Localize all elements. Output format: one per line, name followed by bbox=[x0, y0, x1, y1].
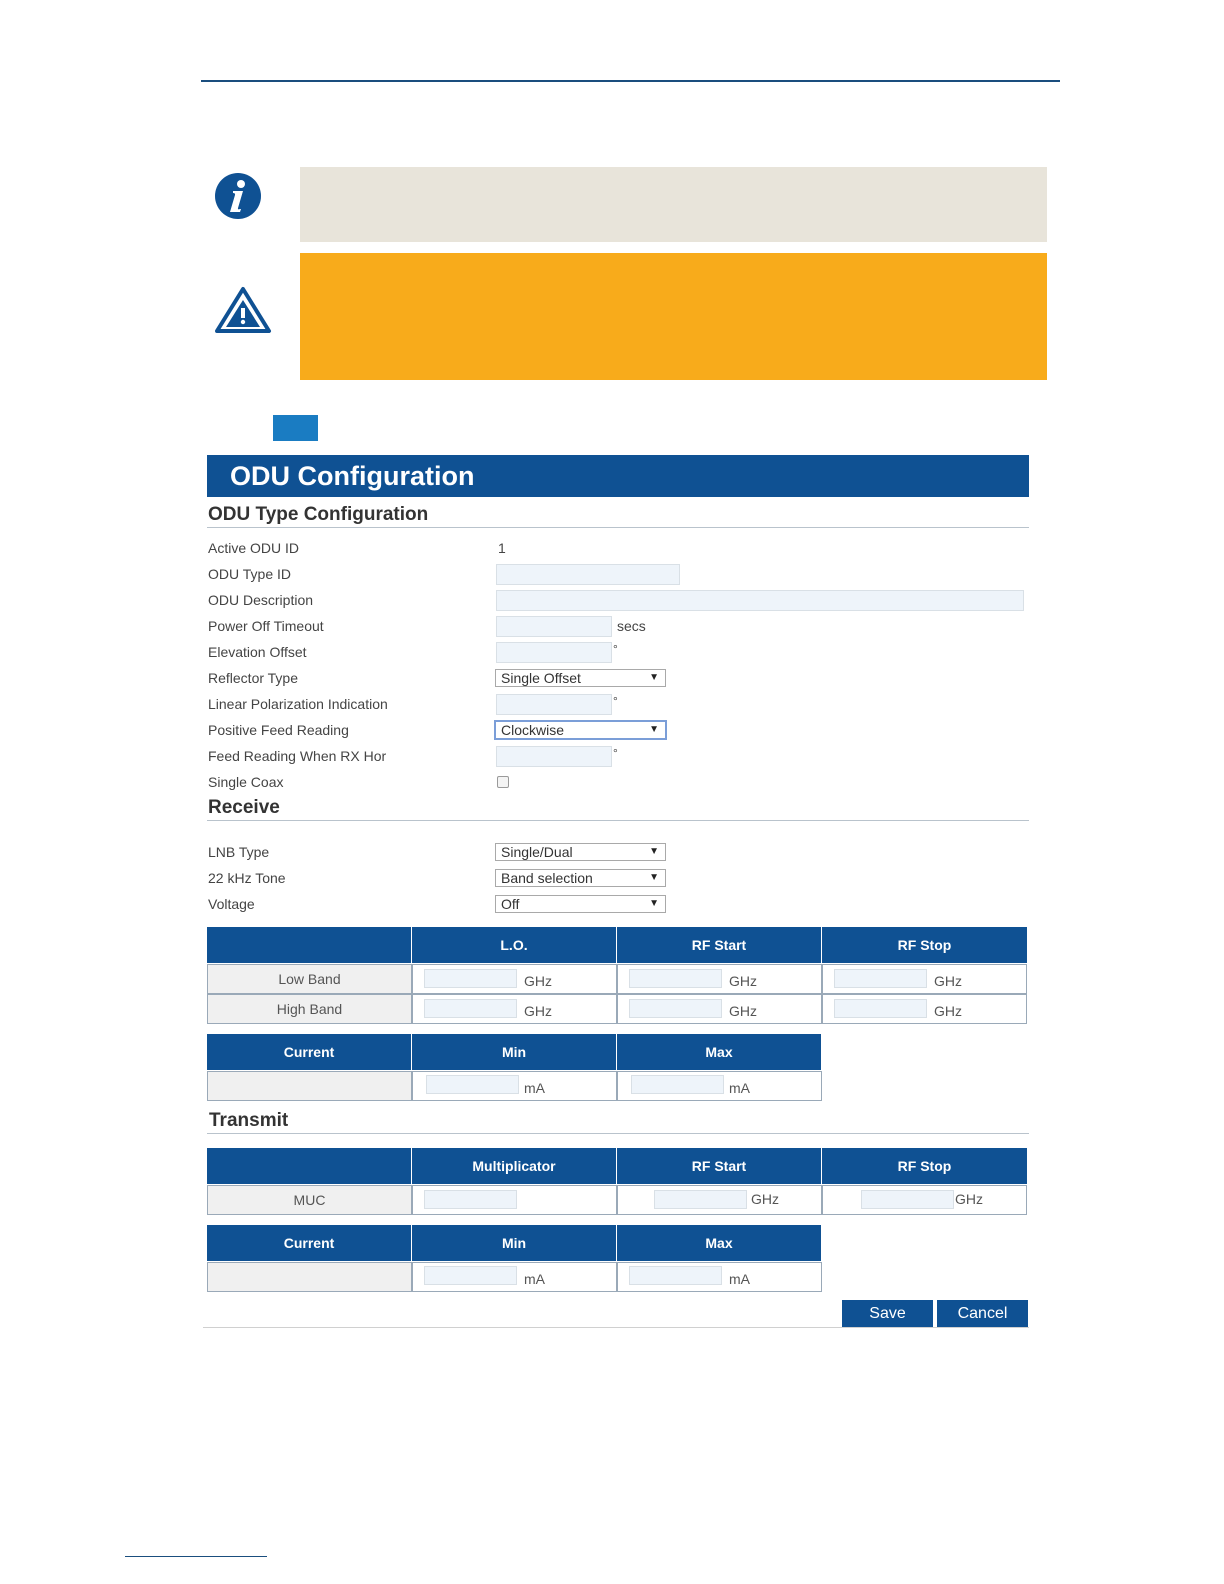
footnote-rule bbox=[125, 1556, 267, 1557]
feed-reading-rx-hor-input[interactable] bbox=[496, 746, 612, 767]
high-band-rf-stop-input[interactable] bbox=[834, 999, 927, 1018]
warning-triangle-icon bbox=[214, 286, 272, 334]
muc-row-label: MUC bbox=[207, 1185, 412, 1215]
positive-feed-reading-select[interactable] bbox=[494, 720, 667, 740]
low-band-lo-input[interactable] bbox=[424, 969, 517, 988]
muc-table-header-rf-start: RF Start bbox=[617, 1148, 821, 1184]
voltage-select[interactable] bbox=[495, 895, 666, 913]
low-band-lo-cell bbox=[412, 964, 617, 994]
rx-current-max-header: Max bbox=[617, 1034, 821, 1070]
save-button[interactable]: Save bbox=[842, 1300, 933, 1327]
muc-rf-start-input[interactable] bbox=[654, 1190, 747, 1209]
lnb-type-label: LNB Type bbox=[208, 844, 270, 860]
feed-reading-rx-hor-label: Feed Reading When RX Hor bbox=[208, 748, 387, 764]
dropdown-arrow-icon: ▼ bbox=[649, 724, 659, 735]
power-off-timeout-label: Power Off Timeout bbox=[208, 618, 324, 634]
reflector-type-select[interactable] bbox=[495, 669, 666, 687]
receive-section-title: Receive bbox=[208, 797, 280, 818]
muc-table-header-blank bbox=[207, 1148, 411, 1184]
elevation-offset-input[interactable] bbox=[496, 642, 612, 663]
tx-current-max-input[interactable] bbox=[629, 1266, 722, 1285]
odu-description-label: ODU Description bbox=[208, 592, 314, 608]
top-rule bbox=[201, 80, 1060, 82]
rx-current-max-input[interactable] bbox=[631, 1075, 724, 1094]
band-table-header-rf-stop: RF Stop bbox=[822, 927, 1027, 963]
low-band-rf-start-input[interactable] bbox=[629, 969, 722, 988]
linear-polarization-label: Linear Polarization Indication bbox=[208, 696, 388, 712]
odu-type-id-input[interactable] bbox=[496, 564, 680, 585]
low-band-rf-start-unit: GHz bbox=[729, 973, 757, 989]
active-odu-id-value: 1 bbox=[498, 540, 506, 556]
info-icon bbox=[214, 172, 262, 220]
form-bottom-divider bbox=[203, 1327, 1029, 1328]
figure-step-badge bbox=[273, 415, 318, 441]
muc-multiplicator-input[interactable] bbox=[424, 1190, 517, 1209]
muc-table-header-rf-stop: RF Stop bbox=[822, 1148, 1027, 1184]
tx-current-min-header: Min bbox=[412, 1225, 616, 1261]
rx-current-max-unit: mA bbox=[729, 1080, 750, 1096]
tx-current-max-unit: mA bbox=[729, 1271, 750, 1287]
rx-current-header: Current bbox=[207, 1034, 411, 1070]
muc-rf-stop-input[interactable] bbox=[861, 1190, 954, 1209]
tone-22khz-selected: Band selection bbox=[501, 870, 593, 886]
muc-table-header-multiplicator: Multiplicator bbox=[412, 1148, 616, 1184]
low-band-rf-start-cell bbox=[617, 964, 822, 994]
high-band-lo-input[interactable] bbox=[424, 999, 517, 1018]
dropdown-arrow-icon: ▼ bbox=[649, 846, 659, 857]
tx-current-max-cell bbox=[617, 1262, 822, 1292]
muc-rf-stop-cell bbox=[822, 1185, 1027, 1215]
elevation-offset-label: Elevation Offset bbox=[208, 644, 307, 660]
transmit-section-title: Transmit bbox=[209, 1110, 289, 1131]
band-table-row-label: Low Band bbox=[207, 964, 412, 994]
active-odu-id-label: Active ODU ID bbox=[208, 540, 300, 556]
high-band-rf-start-unit: GHz bbox=[729, 1003, 757, 1019]
tx-current-min-cell bbox=[412, 1262, 617, 1292]
tone-22khz-label: 22 kHz Tone bbox=[208, 870, 286, 886]
dropdown-arrow-icon: ▼ bbox=[649, 872, 659, 883]
linear-polarization-unit: ° bbox=[613, 694, 618, 708]
muc-rf-start-cell bbox=[617, 1185, 822, 1215]
cancel-button[interactable]: Cancel bbox=[937, 1300, 1028, 1327]
voltage-label: Voltage bbox=[208, 896, 255, 912]
linear-polarization-input[interactable] bbox=[496, 694, 612, 715]
high-band-lo-unit: GHz bbox=[524, 1003, 552, 1019]
reflector-type-selected: Single Offset bbox=[501, 670, 581, 686]
band-table-header-blank bbox=[207, 927, 411, 963]
tx-current-min-unit: mA bbox=[524, 1271, 545, 1287]
high-band-rf-start-cell bbox=[617, 994, 822, 1024]
rx-current-min-input[interactable] bbox=[426, 1075, 519, 1094]
section-divider bbox=[207, 527, 1029, 528]
section-divider bbox=[207, 820, 1029, 821]
rx-current-min-cell bbox=[412, 1071, 617, 1101]
muc-rf-start-unit: GHz bbox=[751, 1191, 779, 1207]
low-band-lo-unit: GHz bbox=[524, 973, 552, 989]
high-band-rf-stop-cell bbox=[822, 994, 1027, 1024]
reflector-type-label: Reflector Type bbox=[208, 670, 299, 686]
tx-current-row-label bbox=[207, 1262, 412, 1292]
band-table-header-lo: L.O. bbox=[412, 927, 616, 963]
muc-multiplicator-cell bbox=[412, 1185, 617, 1215]
power-off-timeout-unit: secs bbox=[617, 618, 646, 634]
high-band-rf-stop-unit: GHz bbox=[934, 1003, 962, 1019]
rx-current-max-cell bbox=[617, 1071, 822, 1101]
tone-22khz-select[interactable] bbox=[495, 869, 666, 887]
low-band-rf-stop-cell bbox=[822, 964, 1027, 994]
band-table-header-rf-start: RF Start bbox=[617, 927, 821, 963]
low-band-rf-stop-unit: GHz bbox=[934, 973, 962, 989]
tx-current-min-input[interactable] bbox=[424, 1266, 517, 1285]
dropdown-arrow-icon: ▼ bbox=[649, 672, 659, 683]
lnb-type-selected: Single/Dual bbox=[501, 844, 573, 860]
single-coax-checkbox[interactable] bbox=[497, 776, 509, 788]
tx-current-header: Current bbox=[207, 1225, 411, 1261]
rx-current-min-unit: mA bbox=[524, 1080, 545, 1096]
high-band-rf-start-input[interactable] bbox=[629, 999, 722, 1018]
power-off-timeout-input[interactable] bbox=[496, 616, 612, 637]
warning-note-banner bbox=[300, 253, 1047, 380]
info-note-banner bbox=[300, 167, 1047, 242]
odu-description-input[interactable] bbox=[496, 590, 1024, 611]
page-title: ODU Configuration bbox=[207, 455, 1029, 497]
muc-rf-stop-unit: GHz bbox=[955, 1191, 983, 1207]
positive-feed-reading-selected: Clockwise bbox=[501, 722, 565, 738]
positive-feed-reading-label: Positive Feed Reading bbox=[208, 722, 349, 738]
elevation-offset-unit: ° bbox=[613, 642, 618, 656]
lnb-type-select[interactable] bbox=[495, 843, 666, 861]
odu-type-section-title: ODU Type Configuration bbox=[208, 504, 429, 525]
low-band-rf-stop-input[interactable] bbox=[834, 969, 927, 988]
tx-current-max-header: Max bbox=[617, 1225, 821, 1261]
band-table-row-label: High Band bbox=[207, 994, 412, 1024]
feed-reading-rx-hor-unit: ° bbox=[613, 746, 618, 760]
voltage-selected: Off bbox=[501, 896, 520, 912]
single-coax-label: Single Coax bbox=[208, 774, 284, 790]
rx-current-row-label bbox=[207, 1071, 412, 1101]
high-band-lo-cell bbox=[412, 994, 617, 1024]
rx-current-min-header: Min bbox=[412, 1034, 616, 1070]
section-divider bbox=[207, 1133, 1029, 1134]
odu-type-id-label: ODU Type ID bbox=[208, 566, 291, 582]
dropdown-arrow-icon: ▼ bbox=[649, 898, 659, 909]
